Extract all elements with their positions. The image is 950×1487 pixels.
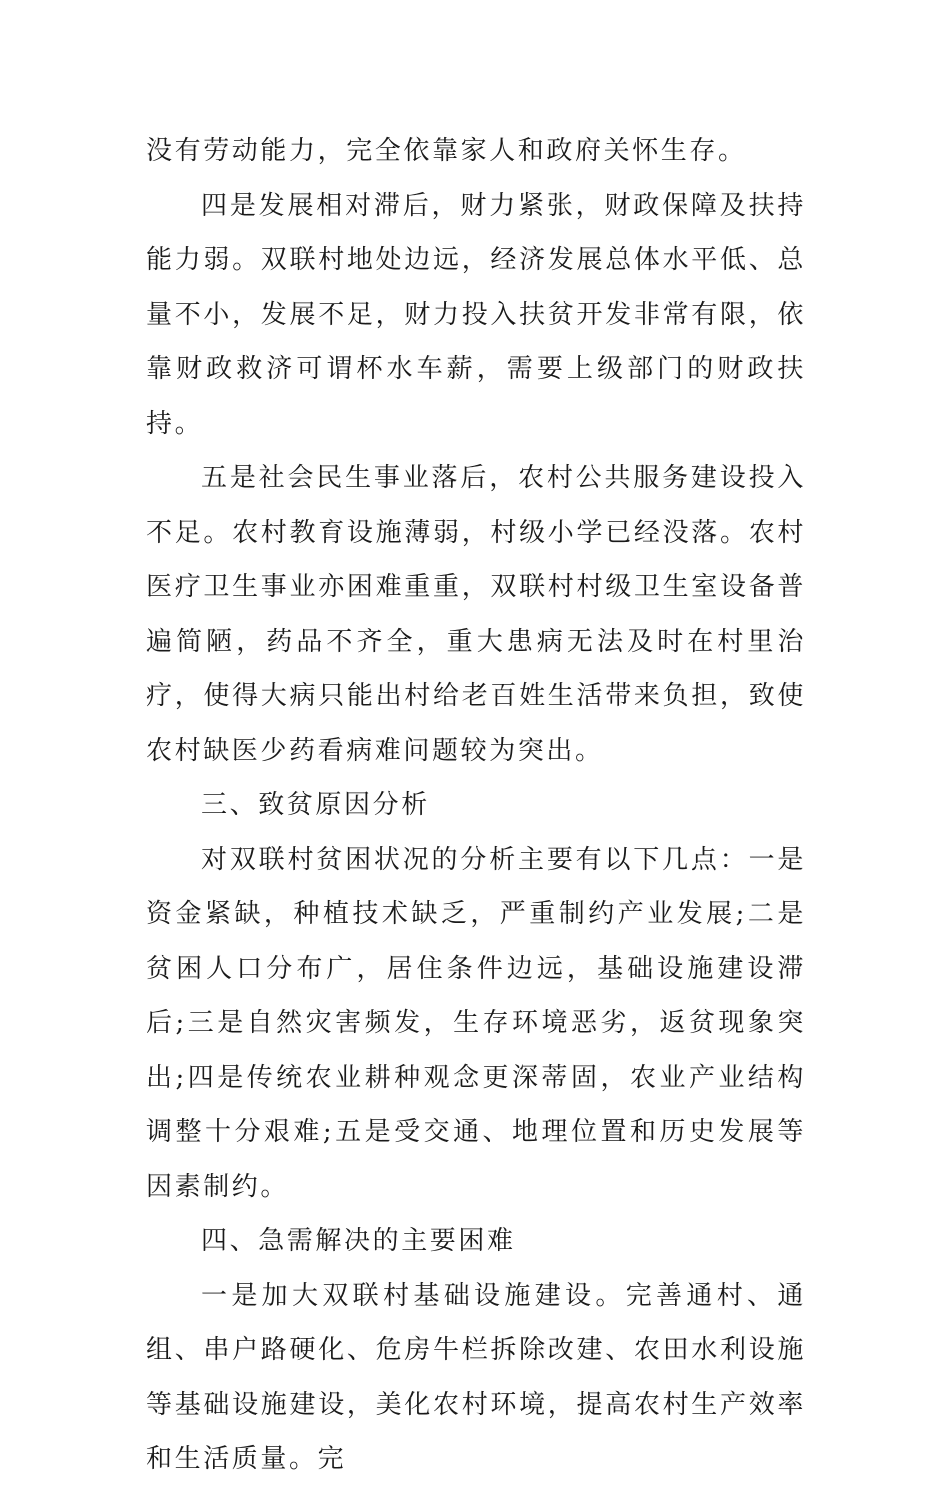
paragraph-finance: 四是发展相对滞后，财力紧张，财政保障及扶持能力弱。双联村地处边远，经济发展总体水平低、总量不小，发展不足，财力投入扶贫开发非常有限，依靠财政救济可谓杯水车薪，需要上级部门的财政扶持。 [146,190,806,439]
paragraph-livelihood: 五是社会民生事业落后，农村公共服务建设投入不足。农村教育设施薄弱，村级小学已经没落。农村医疗卫生事业亦困难重重，双联村村级卫生室设备普遍简陋，药品不齐全，重大患病无法及时在村里治疗，使得大病只能出村给老百姓生活带来负担，致使农村缺医少药看病难问题较为突出。 [146,463,806,766]
section-heading-poverty-causes: 三、致贫原因分析 [201,790,430,820]
paragraph-infrastructure: 一是加大双联村基础设施建设。完善通村、通组、串户路硬化、危房牛栏拆除改建、农田水利设施等基础设施建设，美化农村环境，提高农村生产效率和生活质量。完 [146,1280,806,1474]
document-page [146,124,806,1487]
paragraph-poverty-analysis: 对双联村贫困状况的分析主要有以下几点：一是资金紧缺，种植技术缺乏，严重制约产业发展;二是贫困人口分布广，居住条件边远，基础设施建设滞后;三是自然灾害频发，生存环境恶劣，返贫现象突出;四是传统农业耕种观念更深蒂固，农业产业结构调整十分艰难;五是受交通、地理位置和历史发展等因素制约。 [146,844,806,1202]
section-heading-main-difficulties: 四、急需解决的主要困难 [201,1226,516,1256]
paragraph-continuation: 没有劳动能力，完全依靠家人和政府关怀生存。 [146,136,747,166]
